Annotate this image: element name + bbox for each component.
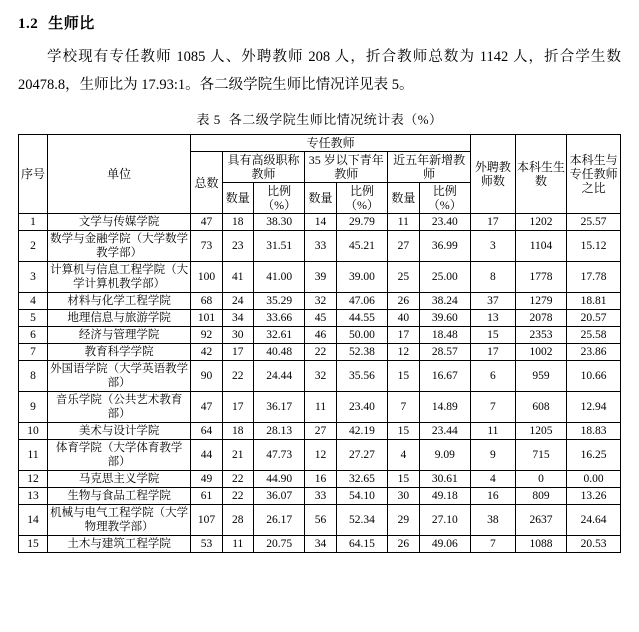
cell-new-count: 29 [388,505,419,536]
cell-undergrad: 0 [515,471,566,488]
cell-seq: 1 [19,214,48,231]
cell-senior-ratio: 36.17 [253,392,304,423]
cell-young-ratio: 45.21 [336,231,387,262]
cell-ratio-last: 12.94 [567,392,621,423]
table-row [19,361,621,392]
cell-total: 49 [191,471,222,488]
cell-unit: 音乐学院（公共艺术教育部） [48,392,191,423]
th-undergrad: 本科生生数 [515,135,566,214]
section-number: 1.2 [18,16,39,32]
body-paragraph: 学校现有专任教师 1085 人、外聘教师 208 人，折合教师总数为 1142 人，折合学生数 20478.8，生师比为 17.93:1。各二级学院生师比情况详见表 5。 [18,49,621,93]
cell-unit: 地理信息与旅游学院 [48,310,191,327]
cell-total: 64 [191,423,222,440]
cell-seq: 11 [19,440,48,471]
cell-senior-count: 41 [222,262,253,293]
cell-ratio-last: 15.12 [567,231,621,262]
cell-seq: 15 [19,536,48,553]
cell-unit: 体育学院（大学体育教学部） [48,440,191,471]
table-caption-text: 各二级学院生师比情况统计表（%） [228,112,443,127]
cell-unit: 材料与化学工程学院 [48,293,191,310]
cell-undergrad: 1202 [515,214,566,231]
cell-senior-ratio: 32.61 [253,327,304,344]
cell-ratio-last: 20.57 [567,310,621,327]
cell-new-ratio: 30.61 [419,471,471,488]
table-row [19,327,621,344]
cell-new-count: 26 [388,293,419,310]
cell-young-ratio: 39.00 [336,262,387,293]
cell-new-ratio: 39.60 [419,310,471,327]
cell-young-ratio: 29.79 [336,214,387,231]
cell-young-count: 16 [305,471,336,488]
cell-new-count: 17 [388,327,419,344]
cell-seq: 3 [19,262,48,293]
cell-undergrad: 1104 [515,231,566,262]
cell-senior-count: 22 [222,361,253,392]
cell-ratio-last: 25.57 [567,214,621,231]
cell-new-ratio: 16.67 [419,361,471,392]
th-external: 外聘教师数 [471,135,516,214]
cell-undergrad: 1279 [515,293,566,310]
cell-external: 4 [471,471,516,488]
cell-seq: 13 [19,488,48,505]
cell-senior-count: 22 [222,471,253,488]
cell-seq: 4 [19,293,48,310]
cell-unit: 土木与建筑工程学院 [48,536,191,553]
cell-external: 16 [471,488,516,505]
th-senior-group: 具有高级职称教师 [222,152,305,183]
table-row [19,471,621,488]
cell-young-count: 14 [305,214,336,231]
th-new-count: 数量 [388,183,419,214]
cell-young-count: 27 [305,423,336,440]
cell-external: 7 [471,536,516,553]
cell-total: 44 [191,440,222,471]
cell-total: 92 [191,327,222,344]
cell-total: 68 [191,293,222,310]
cell-senior-count: 30 [222,327,253,344]
cell-total: 53 [191,536,222,553]
cell-young-ratio: 50.00 [336,327,387,344]
cell-total: 73 [191,231,222,262]
cell-senior-ratio: 33.66 [253,310,304,327]
cell-total: 101 [191,310,222,327]
cell-ratio-last: 18.81 [567,293,621,310]
cell-external: 3 [471,231,516,262]
table-row [19,392,621,423]
cell-senior-count: 18 [222,423,253,440]
cell-new-ratio: 23.40 [419,214,471,231]
cell-senior-ratio: 38.30 [253,214,304,231]
cell-senior-count: 18 [222,214,253,231]
cell-total: 42 [191,344,222,361]
cell-young-ratio: 52.34 [336,505,387,536]
table-header [19,135,621,214]
cell-new-ratio: 36.99 [419,231,471,262]
cell-external: 9 [471,440,516,471]
cell-young-ratio: 23.40 [336,392,387,423]
cell-unit: 外国语学院（大学英语教学部） [48,361,191,392]
cell-senior-count: 24 [222,293,253,310]
cell-new-count: 11 [388,214,419,231]
cell-young-ratio: 27.27 [336,440,387,471]
cell-ratio-last: 25.58 [567,327,621,344]
cell-undergrad: 809 [515,488,566,505]
cell-new-count: 4 [388,440,419,471]
cell-young-count: 39 [305,262,336,293]
cell-new-count: 15 [388,471,419,488]
cell-senior-ratio: 44.90 [253,471,304,488]
cell-unit: 美术与设计学院 [48,423,191,440]
cell-external: 17 [471,344,516,361]
cell-unit: 马克思主义学院 [48,471,191,488]
cell-ratio-last: 10.66 [567,361,621,392]
table-row [19,488,621,505]
cell-unit: 教育科学学院 [48,344,191,361]
cell-external: 6 [471,361,516,392]
cell-total: 90 [191,361,222,392]
cell-total: 100 [191,262,222,293]
cell-senior-count: 21 [222,440,253,471]
cell-senior-count: 22 [222,488,253,505]
cell-ratio-last: 17.78 [567,262,621,293]
cell-senior-ratio: 24.44 [253,361,304,392]
section-title-text: 生师比 [48,16,95,32]
cell-senior-count: 11 [222,536,253,553]
cell-new-count: 15 [388,423,419,440]
cell-new-count: 7 [388,392,419,423]
cell-new-count: 30 [388,488,419,505]
stats-table [18,134,621,553]
cell-young-count: 46 [305,327,336,344]
cell-young-count: 12 [305,440,336,471]
cell-senior-ratio: 31.51 [253,231,304,262]
cell-unit: 数学与金融学院（大学数学教学部） [48,231,191,262]
th-total: 总数 [191,152,222,214]
cell-undergrad: 2078 [515,310,566,327]
cell-seq: 7 [19,344,48,361]
cell-unit: 文学与传媒学院 [48,214,191,231]
cell-young-ratio: 64.15 [336,536,387,553]
cell-young-ratio: 47.06 [336,293,387,310]
cell-young-count: 32 [305,361,336,392]
cell-new-ratio: 28.57 [419,344,471,361]
cell-senior-ratio: 36.07 [253,488,304,505]
cell-new-ratio: 18.48 [419,327,471,344]
cell-external: 13 [471,310,516,327]
table-row [19,423,621,440]
cell-total: 61 [191,488,222,505]
th-young-ratio: 比例（%） [336,183,387,214]
th-unit: 单位 [48,135,191,214]
th-new5-group: 近五年新增教师 [388,152,471,183]
cell-ratio-last: 13.26 [567,488,621,505]
cell-external: 7 [471,392,516,423]
cell-undergrad: 959 [515,361,566,392]
cell-ratio-last: 23.86 [567,344,621,361]
cell-senior-ratio: 40.48 [253,344,304,361]
cell-young-ratio: 44.55 [336,310,387,327]
cell-seq: 10 [19,423,48,440]
cell-seq: 8 [19,361,48,392]
cell-external: 11 [471,423,516,440]
table-header-row-1 [19,135,621,152]
cell-senior-count: 34 [222,310,253,327]
th-young-count: 数量 [305,183,336,214]
cell-senior-count: 28 [222,505,253,536]
cell-external: 15 [471,327,516,344]
cell-new-count: 15 [388,361,419,392]
cell-ratio-last: 20.53 [567,536,621,553]
cell-undergrad: 2353 [515,327,566,344]
cell-senior-ratio: 47.73 [253,440,304,471]
cell-new-count: 27 [388,231,419,262]
cell-unit: 生物与食品工程学院 [48,488,191,505]
cell-undergrad: 1002 [515,344,566,361]
cell-young-count: 11 [305,392,336,423]
cell-seq: 14 [19,505,48,536]
cell-senior-count: 23 [222,231,253,262]
th-young-group: 35 岁以下青年教师 [305,152,388,183]
cell-young-ratio: 54.10 [336,488,387,505]
cell-seq: 12 [19,471,48,488]
cell-senior-ratio: 20.75 [253,536,304,553]
cell-new-ratio: 25.00 [419,262,471,293]
cell-new-count: 40 [388,310,419,327]
cell-young-ratio: 42.19 [336,423,387,440]
cell-undergrad: 1088 [515,536,566,553]
cell-unit: 经济与管理学院 [48,327,191,344]
table-row [19,231,621,262]
cell-new-ratio: 49.18 [419,488,471,505]
th-new-ratio: 比例（%） [419,183,471,214]
cell-new-ratio: 38.24 [419,293,471,310]
cell-undergrad: 1778 [515,262,566,293]
cell-new-count: 25 [388,262,419,293]
cell-ratio-last: 24.64 [567,505,621,536]
cell-senior-ratio: 41.00 [253,262,304,293]
table-row [19,440,621,471]
table-row [19,214,621,231]
cell-seq: 9 [19,392,48,423]
cell-new-count: 26 [388,536,419,553]
cell-external: 8 [471,262,516,293]
cell-external: 17 [471,214,516,231]
table-row [19,536,621,553]
section-heading [18,12,621,33]
cell-ratio-last: 16.25 [567,440,621,471]
table-row [19,262,621,293]
cell-senior-count: 17 [222,344,253,361]
cell-undergrad: 608 [515,392,566,423]
th-senior-count: 数量 [222,183,253,214]
th-seq: 序号 [19,135,48,214]
cell-unit: 计算机与信息工程学院（大学计算机教学部） [48,262,191,293]
table-caption-label: 表 5 [196,112,221,127]
cell-ratio-last: 0.00 [567,471,621,488]
cell-senior-count: 17 [222,392,253,423]
cell-total: 107 [191,505,222,536]
table-row [19,344,621,361]
cell-senior-ratio: 28.13 [253,423,304,440]
cell-total: 47 [191,392,222,423]
cell-undergrad: 1205 [515,423,566,440]
cell-young-ratio: 32.65 [336,471,387,488]
cell-undergrad: 2637 [515,505,566,536]
th-senior-ratio: 比例（%） [253,183,304,214]
cell-new-ratio: 14.89 [419,392,471,423]
table-row [19,293,621,310]
cell-young-count: 56 [305,505,336,536]
cell-new-ratio: 49.06 [419,536,471,553]
cell-ratio-last: 18.83 [567,423,621,440]
cell-young-count: 33 [305,488,336,505]
cell-unit: 机械与电气工程学院（大学物理教学部） [48,505,191,536]
cell-new-ratio: 27.10 [419,505,471,536]
table-caption [18,109,621,128]
cell-seq: 2 [19,231,48,262]
cell-new-ratio: 23.44 [419,423,471,440]
cell-external: 37 [471,293,516,310]
th-ratio-last: 本科生与专任教师之比 [567,135,621,214]
cell-senior-ratio: 35.29 [253,293,304,310]
table-row [19,310,621,327]
cell-seq: 6 [19,327,48,344]
cell-young-count: 32 [305,293,336,310]
cell-total: 47 [191,214,222,231]
table-body [19,214,621,553]
cell-new-ratio: 9.09 [419,440,471,471]
cell-senior-ratio: 26.17 [253,505,304,536]
cell-young-ratio: 52.38 [336,344,387,361]
cell-young-count: 33 [305,231,336,262]
cell-new-count: 12 [388,344,419,361]
cell-young-count: 22 [305,344,336,361]
cell-young-count: 34 [305,536,336,553]
cell-undergrad: 715 [515,440,566,471]
cell-seq: 5 [19,310,48,327]
cell-young-count: 45 [305,310,336,327]
table-row [19,505,621,536]
cell-external: 38 [471,505,516,536]
cell-young-ratio: 35.56 [336,361,387,392]
th-fulltime-group: 专任教师 [191,135,471,152]
